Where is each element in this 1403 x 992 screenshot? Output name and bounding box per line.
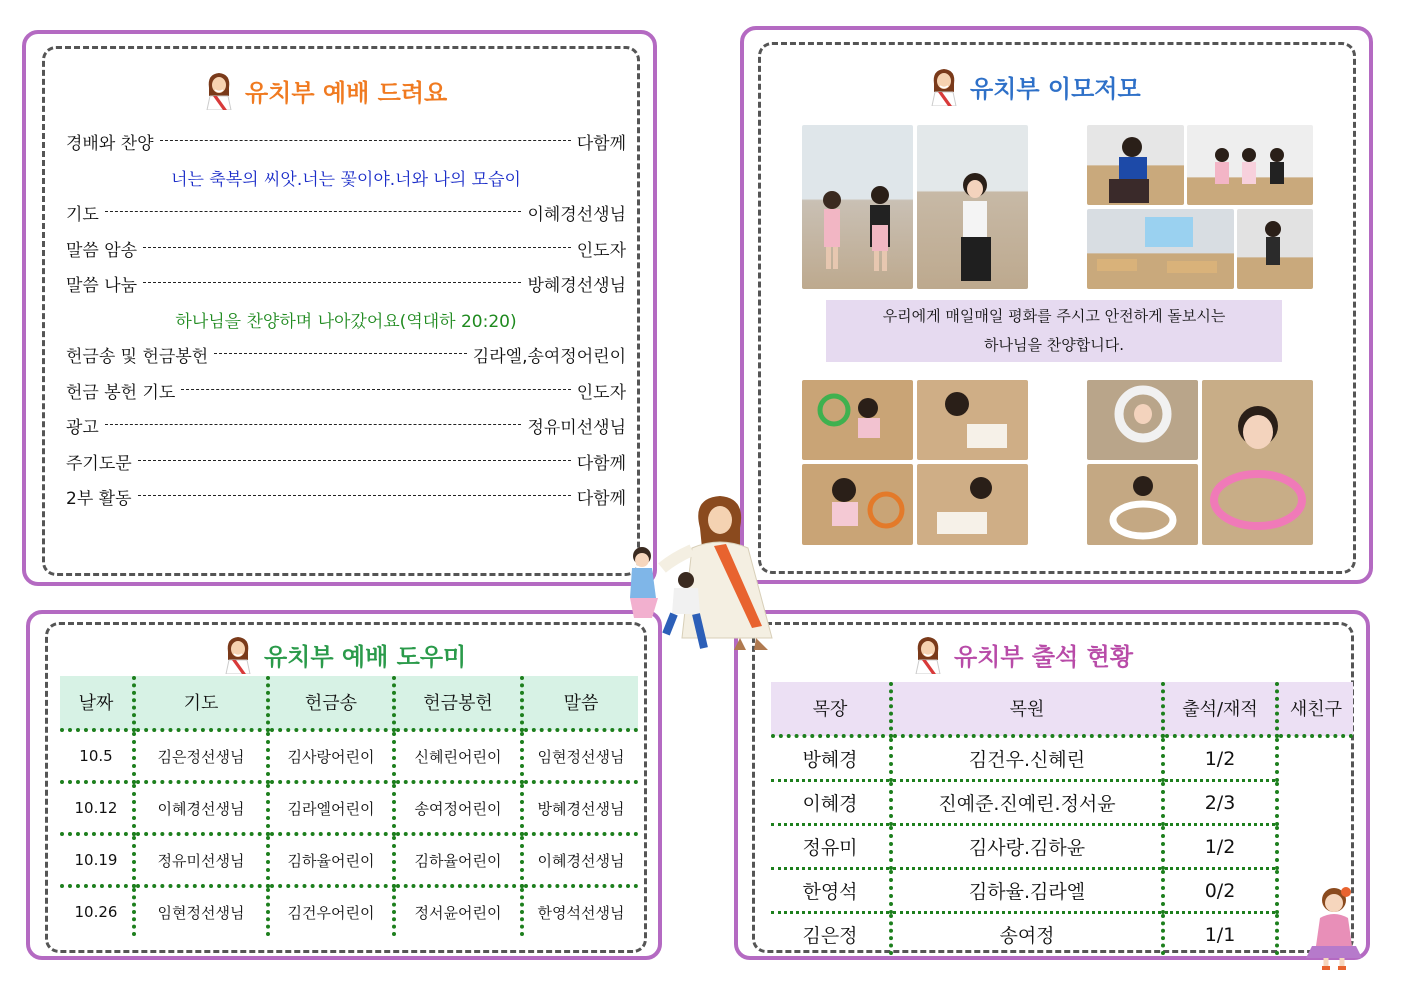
- gallery-title-text: 유치부 이모저모: [970, 74, 1141, 103]
- order-item: 헌금 봉헌 기도 인도자: [66, 382, 626, 403]
- table-header-row: [60, 676, 638, 730]
- order-item: 경배와 찬양 다함께: [66, 134, 626, 155]
- table-row: 김은정 송여정 1/1: [771, 913, 1353, 956]
- order-item: 광고 정유미선생님: [66, 418, 626, 439]
- service-order-list: [66, 124, 626, 515]
- attendance-panel: [734, 610, 1370, 960]
- craft-photo-image: [1202, 380, 1313, 545]
- photo: [802, 380, 913, 460]
- table-row: 10.12 이혜경선생님 김라엘어린이 송여정어린이 방혜경선생님: [60, 782, 638, 834]
- table-header: 새친구: [1277, 682, 1353, 736]
- hymn-line: 너는 축복의 씨앗.너는 꽃이야.너와 나의 모습이: [171, 169, 521, 190]
- photo: [1087, 209, 1234, 289]
- order-item: 말씀 암송 인도자: [66, 240, 626, 261]
- craft-photo-image: [917, 464, 1028, 545]
- table-header: 말씀: [522, 676, 638, 730]
- gallery-caption: 우리에게 매일매일 평화를 주시고 안전하게 돌보시는 하나님을 찬양합니다.: [826, 300, 1282, 362]
- girl-illustration: [1302, 884, 1366, 972]
- helpers-title: [220, 634, 466, 674]
- jesus-with-children-illustration: [622, 488, 782, 658]
- jesus-icon: [201, 70, 237, 110]
- photo: [1187, 125, 1313, 205]
- service-order-title: [201, 70, 447, 110]
- children-photo-image: [802, 125, 913, 289]
- craft-photo-image: [1087, 380, 1198, 460]
- craft-photo-image: [917, 380, 1028, 460]
- table-header: 헌금송: [268, 676, 394, 730]
- table-row: 10.5 김은정선생님 김사랑어린이 신혜린어린이 임현정선생님: [60, 730, 638, 782]
- craft-photo-image: [802, 380, 913, 460]
- table-header-row: [771, 682, 1353, 736]
- photo: [917, 464, 1028, 545]
- verse-line: 하나님을 찬양하며 나아갔어요(역대하 20:20): [175, 311, 517, 332]
- table-row: 10.19 정유미선생님 김하율어린이 김하율어린이 이혜경선생님: [60, 834, 638, 886]
- photo: [1087, 125, 1184, 205]
- table-header: 목장: [771, 682, 891, 736]
- children-photo-image: [1187, 125, 1313, 205]
- classroom-photo-image: [1087, 209, 1234, 289]
- photo: [1202, 380, 1313, 545]
- photo: [1237, 209, 1313, 289]
- table-header: 기도: [134, 676, 268, 730]
- photo: [1087, 464, 1198, 545]
- table-row: 한영석 김하율.김라엘 0/2: [771, 869, 1353, 913]
- table-header: 목원: [891, 682, 1163, 736]
- photo: [802, 125, 913, 289]
- craft-photo-image: [802, 464, 913, 545]
- jesus-icon: [926, 66, 962, 106]
- service-order-title-text: 유치부 예배 드려요: [245, 78, 448, 107]
- gallery-title: [926, 66, 1141, 106]
- helpers-table: [60, 676, 638, 936]
- order-item: 기도 이혜경선생님: [66, 205, 626, 226]
- attendance-title-text: 유치부 출석 현황: [954, 642, 1133, 671]
- table-row: 방혜경 김건우.신혜린 1/2: [771, 736, 1353, 781]
- table-header: 출석/재적: [1163, 682, 1277, 736]
- table-header: 헌금봉헌: [394, 676, 522, 730]
- order-item: 주기도문 다함께: [66, 453, 626, 474]
- table-row: 정유미 김사랑.김하윤 1/2: [771, 825, 1353, 869]
- table-row: 10.26 임현정선생님 김건우어린이 정서윤어린이 한영석선생님: [60, 886, 638, 936]
- child-photo-image: [1237, 209, 1313, 289]
- craft-photo-image: [1087, 464, 1198, 545]
- photo: [917, 125, 1028, 289]
- table-header: 날짜: [60, 676, 134, 730]
- photo: [1087, 380, 1198, 460]
- order-item: 헌금송 및 헌금봉헌 김라엘,송여정어린이: [66, 347, 626, 368]
- attendance-table: [771, 682, 1353, 955]
- order-item: 말씀 나눔 방혜경선생님: [66, 276, 626, 297]
- children-photo-image: [1087, 125, 1184, 205]
- order-item: 2부 활동 다함께: [66, 489, 626, 510]
- service-order-panel: [22, 30, 657, 586]
- gallery-panel: [740, 26, 1373, 584]
- jesus-icon: [220, 634, 256, 674]
- table-row: 이혜경 진예준.진예린.정서윤 2/3: [771, 781, 1353, 825]
- helpers-panel: [26, 610, 662, 960]
- attendance-title: [910, 634, 1133, 674]
- photo: [802, 464, 913, 545]
- helpers-title-text: 유치부 예배 도우미: [264, 642, 467, 671]
- photo: [917, 380, 1028, 460]
- jesus-icon: [910, 634, 946, 674]
- children-photo-image: [917, 125, 1028, 289]
